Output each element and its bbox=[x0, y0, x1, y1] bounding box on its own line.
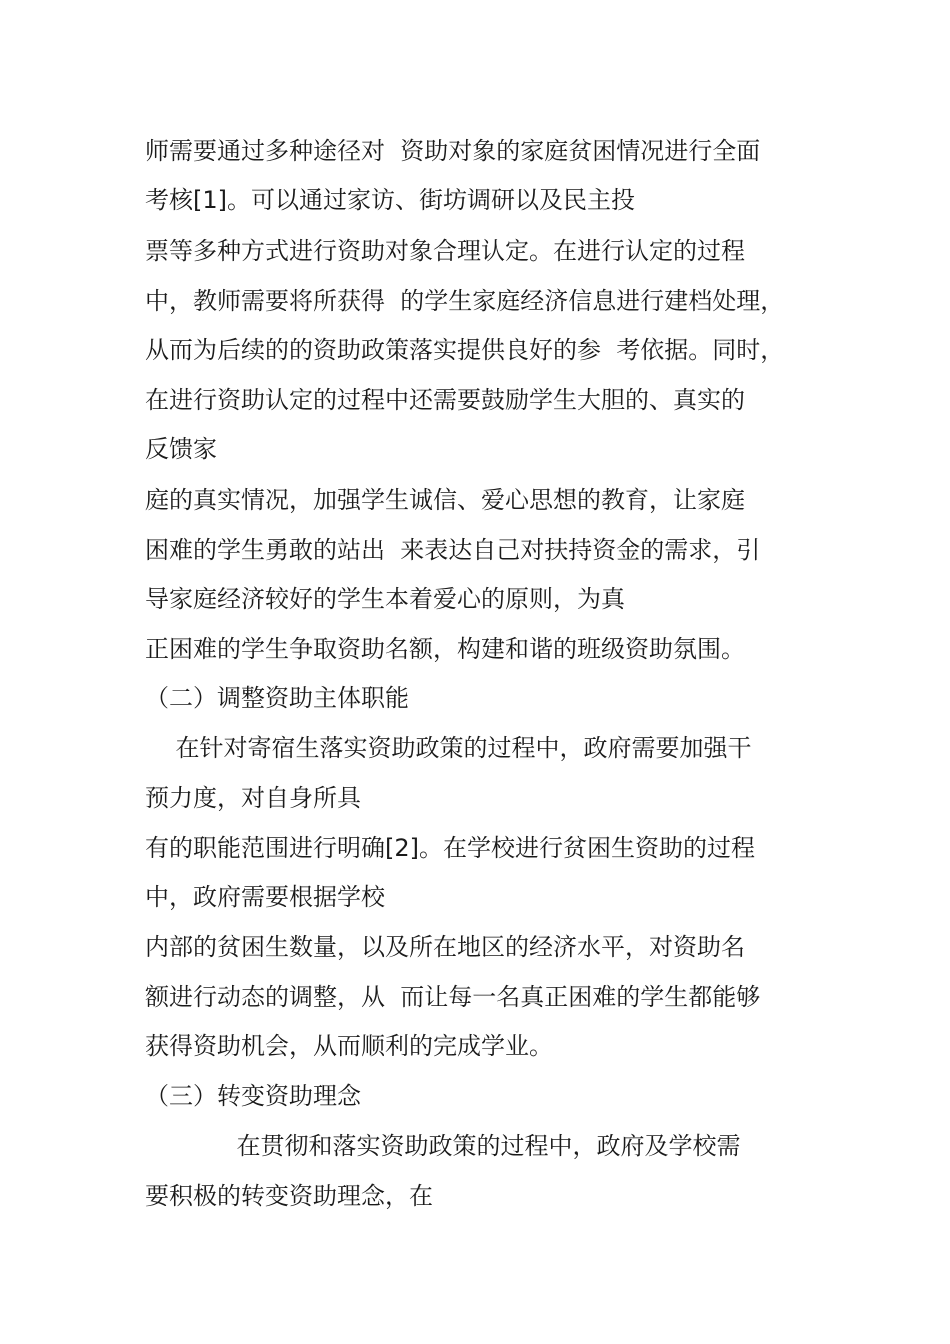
section-heading: （二）调整资助主体职能 bbox=[145, 684, 409, 712]
text-line: 内部的贫困生数量，以及所在地区的经济水平，对资助名 bbox=[145, 933, 745, 961]
text-line: 在贯彻和落实资助政策的过程中，政府及学校需 bbox=[145, 1132, 741, 1160]
text-line: 从而为后续的的资助政策落实提供良好的参 考依据。同时， bbox=[145, 336, 785, 364]
text-line: 要积极的转变资助理念，在 bbox=[145, 1182, 433, 1210]
text-line: 困难的学生勇敢的站出 来表达自己对扶持资金的需求，引 bbox=[145, 536, 761, 564]
text-line: 获得资助机会，从而顺利的完成学业。 bbox=[145, 1032, 553, 1060]
text-line: 师需要通过多种途径对 资助对象的家庭贫困情况进行全面 bbox=[145, 137, 761, 165]
section-heading: （三）转变资助理念 bbox=[145, 1082, 361, 1110]
text-line: 导家庭经济较好的学生本着爱心的原则，为真 bbox=[145, 585, 625, 613]
text-line: 有的职能范围进行明确[2]。在学校进行贫困生资助的过程 bbox=[145, 834, 755, 862]
text-line: 预力度，对自身所具 bbox=[145, 784, 361, 812]
text-line: 中，教师需要将所获得 的学生家庭经济信息进行建档处理， bbox=[145, 287, 785, 315]
text-line: 中，政府需要根据学校 bbox=[145, 883, 385, 911]
text-line: 票等多种方式进行资助对象合理认定。在进行认定的过程 bbox=[145, 237, 745, 265]
text-line: 额进行动态的调整，从 而让每一名真正困难的学生都能够 bbox=[145, 983, 761, 1011]
text-line: 考核[1]。可以通过家访、街坊调研以及民主投 bbox=[145, 186, 635, 214]
text-line: 正困难的学生争取资助名额，构建和谐的班级资助氛围。 bbox=[145, 635, 745, 663]
text-line: 在进行资助认定的过程中还需要鼓励学生大胆的、真实的 bbox=[145, 386, 745, 414]
text-line: 庭的真实情况，加强学生诚信、爱心思想的教育，让家庭 bbox=[145, 486, 745, 514]
text-line: 在针对寄宿生落实资助政策的过程中，政府需要加强干 bbox=[145, 734, 752, 762]
text-line: 反馈家 bbox=[145, 435, 217, 463]
